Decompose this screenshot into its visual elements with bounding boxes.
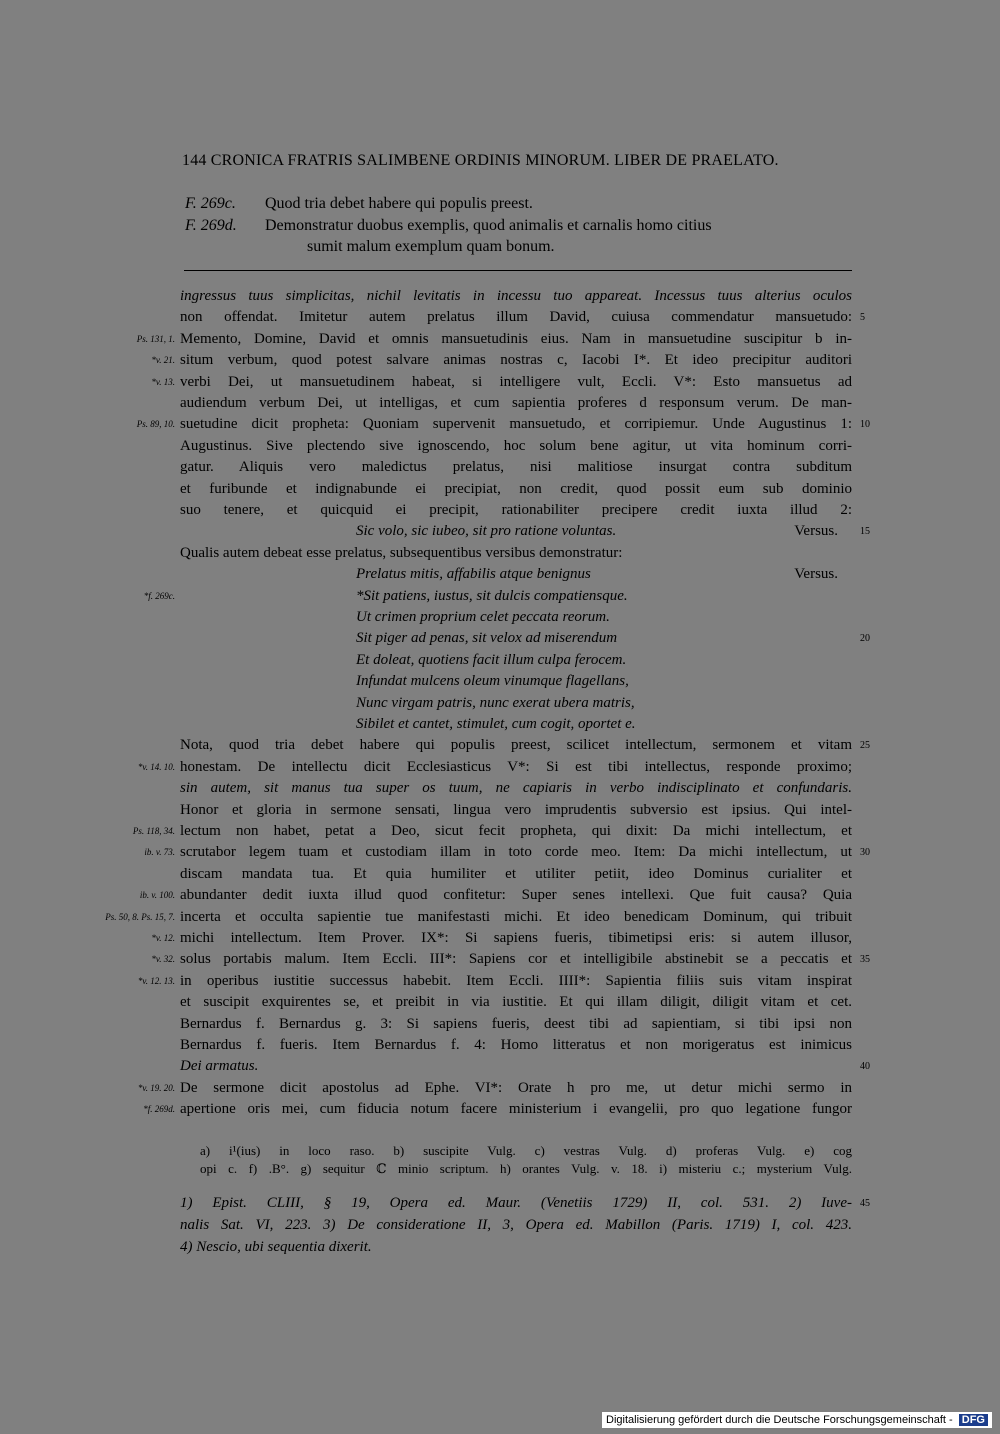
text-line: Honor et gloria in sermone sensati, lingua vero imprudentis subversio est ipsius. Qui intel- [180, 801, 852, 818]
text-line: incerta et occulta sapientie tue manifestasti michi. Et ideo benedicam Dominum, qui tribuit [180, 908, 852, 925]
text-line: solus portabis malum. Item Eccli. III*: Sapiens cor et intelligibile abstinebit se a peccatis et [180, 951, 852, 968]
text-line: in operibus iustitie successus habebit. Item Eccli. IIII*: Sapientia filiis suis vitam inspirat [180, 972, 852, 989]
line-number: 10 [860, 419, 870, 431]
margin-reference: *f. 269d. [143, 1104, 175, 1115]
line-number: 40 [860, 1061, 870, 1073]
folio-text: Quod tria debet habere qui populis preest. [265, 195, 533, 212]
text-line: Dei armatus. [180, 1058, 259, 1075]
apparatus-line: a) i¹(ius) in loco raso. b) suscipite Vulg. c) vestras Vulg. d) proferas Vulg. e) cog [200, 1143, 852, 1158]
verse-line [356, 564, 852, 585]
text-line: et furibunde et indignabunde ei precipiat, non credit, quod possit eum sub dominio [180, 480, 852, 497]
text-line: verbi Dei, ut mansuetudinem habeat, si intelligere vult, Eccli. V*: Esto mansuetus ad [180, 373, 852, 390]
text-line: Bernardus f. fueris. Item Bernardus f. 4: Homo litteratus et non morigeratus est inimicus [180, 1037, 852, 1053]
margin-reference: *v. 32. [151, 954, 175, 965]
text-line: ingressus tuus simplicitas, nichil levitatis in incessu tuo appareat. Incessus tuus alterius oculos [180, 288, 852, 304]
folio-ref: F. 269c. [185, 195, 236, 212]
folio-heading-continuation: sumit malum exemplum quam bonum. [307, 238, 555, 255]
verse-line [356, 607, 852, 628]
text-line: Augustinus. Sive plectendo sive ignoscendo, hoc solum bene agitur, ut vita hominum corri- [180, 437, 852, 454]
margin-reference: ib. v. 100. [139, 890, 175, 901]
apparatus-line: opi c. f) .B°. g) sequitur ℂ minio scriptum. h) orantes Vulg. v. 18. i) misteriu c.; mysterium Vulg. [200, 1161, 852, 1176]
verse-text: Ut crimen proprium celet peccata reorum. [356, 609, 610, 625]
verse-text: Sit piger ad penas, sit velox ad miserendum [356, 630, 618, 647]
line-number: 25 [860, 740, 870, 752]
dfg-logo: DFG [959, 1414, 988, 1426]
verse-text: Sibilet et cantet, stimulet, cum cogit, oportet e. [356, 716, 636, 732]
text-line: sin autem, sit manus tua super os tuum, ne capiaris in verbo indisciplinato et confundaris. [180, 780, 852, 797]
text-line: suetudine dicit propheta: Quoniam supervenit mansuetudo, et corripiemur. Unde Augustinus 1: [180, 416, 852, 433]
line-number: 35 [860, 954, 870, 966]
text-line: honestam. De intellectu dicit Ecclesiasticus V*: Si est tibi intellectus, responde proximo; [180, 758, 852, 775]
margin-reference: Ps. 118, 34. [132, 826, 175, 836]
text-line: scrutabor legem tuam et custodiam illam in toto corde meo. Item: Da michi intellectum, ut [180, 844, 852, 861]
text-line: et suscipit exquirentes se, et preibit in via iustitie. Et qui illam diligit, diligit vitam et cet. [180, 994, 852, 1011]
verse-text: Prelatus mitis, affabilis atque benignus [356, 566, 591, 583]
text-line: De sermone dicit apostolus ad Ephe. VI*: Orate h pro me, ut detur michi sermo in [180, 1079, 852, 1096]
margin-reference: *f. 269c. [143, 590, 175, 601]
folio-heading-1 [185, 195, 855, 213]
text-line: michi intellectum. Item Prover. IX*: Si sapiens fueris, tibimetipsi eris: si autem illusor, [180, 930, 852, 946]
header-rule [184, 270, 852, 271]
margin-reference: Ps. 89, 10. [136, 419, 175, 430]
verse-text: Sic volo, sic iubeo, sit pro ratione voluntas. [356, 523, 617, 540]
text-line: discam mandata tua. Et quia humiliter et utiliter petiit, ideo Dominus curialiter et [180, 865, 852, 882]
text-line: suo tenere, et quicquid ei precipit, rationabiliter precipere credit iuxta illud 2: [180, 502, 852, 518]
verse-label: Versus. [794, 566, 838, 583]
text-line: lectum non habet, petat a Deo, sicut fecit propheta, qui dixit: Da michi intellectum, et [180, 823, 852, 839]
verse-text: Nunc virgam patris, nunc exerat ubera matris, [356, 694, 635, 711]
margin-reference: *v. 14. 10. [137, 761, 175, 772]
margin-reference: *v. 12. 13. [137, 975, 175, 986]
verse-line [356, 714, 852, 735]
margin-reference: *v. 12. [151, 933, 175, 943]
text-line: gatur. Aliquis vero maledictus prelatus, nisi malitiose insurgat contra subditum [180, 459, 852, 476]
text-line: abundanter dedit iuxta illud quod confitetur: Super senes intellexi. Que fuit causa? Quia [180, 887, 852, 904]
verse-line [356, 693, 852, 714]
margin-reference: *v. 21. [151, 355, 175, 366]
verse-text: Et doleat, quotiens facit illum culpa ferocem. [356, 651, 627, 668]
line-number: 45 [860, 1198, 870, 1209]
margin-reference: *v. 19. 20. [137, 1082, 175, 1093]
footnote-line: 1) Epist. CLIII, § 19, Opera ed. Maur. (Venetiis 1729) II, col. 531. 2) Iuve- [180, 1195, 852, 1211]
folio-heading-2 [185, 217, 855, 235]
credit-text: Digitalisierung gefördert durch die Deutsche Forschungsgemeinschaft - [606, 1414, 953, 1426]
line-number: 30 [860, 847, 870, 859]
verse-line [356, 650, 852, 671]
text-line: Nota, quod tria debet habere qui populis preest, scilicet intellectum, sermonem et vitam [180, 737, 852, 754]
footnote-line: nalis Sat. VI, 223. 3) De consideratione II, 3, Opera ed. Mabillon (Paris. 1719) I, col. 423. [180, 1217, 852, 1233]
folio-ref: F. 269d. [185, 217, 237, 234]
running-head: 144 CRONICA FRATRIS SALIMBENE ORDINIS MINORUM. LIBER DE PRAELATO. [182, 152, 779, 169]
text-line: situm verbum, quod potest salvare animas nostras c, Iacobi I*. Et ideo precipitur auditori [180, 352, 852, 369]
verse-line [356, 521, 852, 542]
verse-line [356, 671, 852, 692]
text-line: apertione oris mei, cum fiducia notum facere ministerium i evangelii, pro quo legatione fungor [180, 1101, 852, 1118]
text-line: audiendum verbum Dei, ut intelligas, et cum sapientia proferes d responsum verum. De man- [180, 395, 852, 411]
footnote-line: 4) Nescio, ubi sequentia dixerit. [180, 1239, 372, 1255]
text-line: Bernardus f. Bernardus g. 3: Si sapiens fueris, deest tibi ad sapientiam, si tibi ipsi non [180, 1015, 852, 1032]
margin-reference: *v. 13. [151, 376, 175, 387]
verse-line [356, 586, 852, 607]
text-line: Memento, Domine, David et omnis mansuetudinis eius. Nam in mansuetudine suscipitur b in- [180, 330, 852, 347]
verse-text: *Sit patiens, iustus, sit dulcis compatiensque. [356, 587, 628, 604]
margin-reference: Ps. 131, 1. [136, 333, 175, 344]
margin-reference: ib. v. 73. [144, 847, 175, 858]
folio-text: Demonstratur duobus exemplis, quod animalis et carnalis homo citius [265, 217, 712, 234]
line-number: 5 [860, 312, 865, 324]
verse-label: Versus. [794, 523, 838, 540]
text-line: non offendat. Imitetur autem prelatus illum David, cuiusa commendatur mansuetudo: [180, 309, 852, 326]
text-line: Qualis autem debeat esse prelatus, subsequentibus versibus demonstratur: [180, 544, 623, 561]
verse-line [356, 628, 852, 649]
dfg-credit [602, 1412, 992, 1428]
line-number: 20 [860, 633, 870, 645]
line-number: 15 [860, 526, 870, 538]
verse-text: Infundat mulcens oleum vinumque flagellans, [356, 673, 629, 690]
margin-reference: Ps. 50, 8. Ps. 15, 7. [105, 911, 175, 922]
